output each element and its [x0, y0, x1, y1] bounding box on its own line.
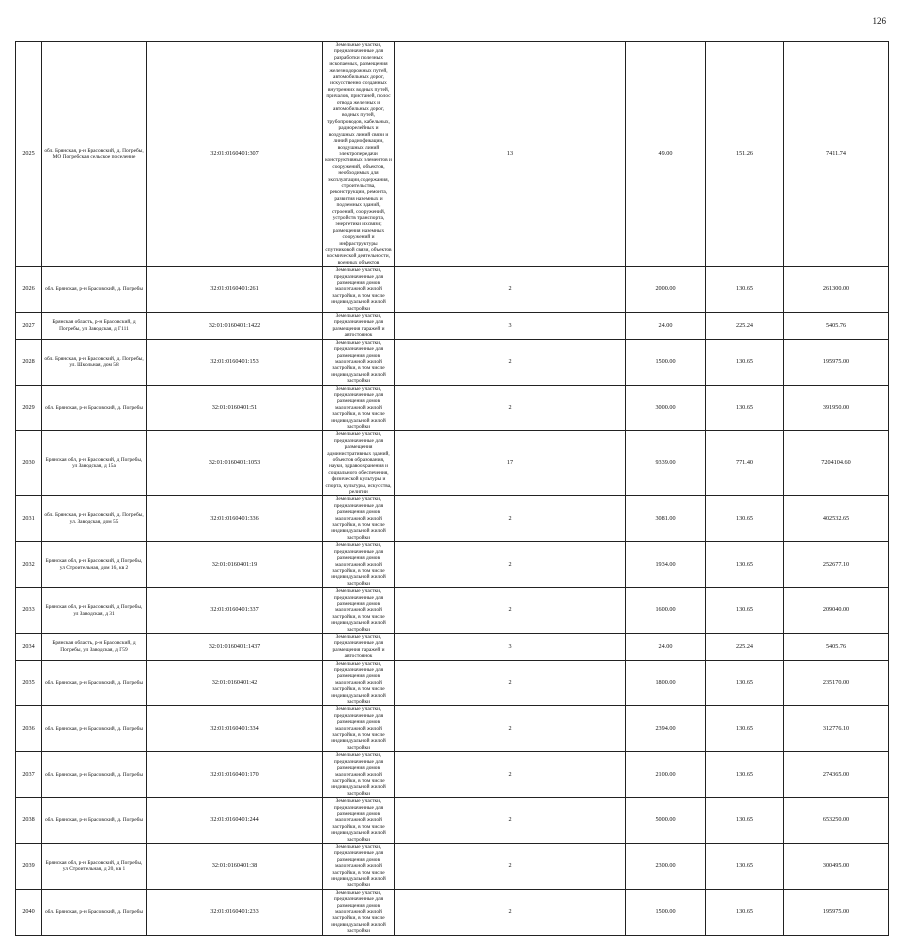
cell-area: 3000.00: [626, 385, 706, 431]
cell-rate: 130.65: [706, 843, 784, 889]
cell-cadastral-number: 32:01:0160401:19: [147, 542, 323, 588]
cell-rate: 130.65: [706, 339, 784, 385]
cell-rate: 771.40: [706, 431, 784, 496]
cell-cadastral-value: 7204104.60: [784, 431, 889, 496]
table-row: [16, 431, 889, 496]
cell-group: 2: [395, 660, 626, 706]
cell-address: обл. Брянская, р-н Брасовский, д. Погребы, МО Погребская сельское поселение: [42, 42, 147, 267]
cell-address: обл. Брянская, р-н Брасовский, д. Погребы: [42, 706, 147, 752]
cell-group: 13: [395, 42, 626, 267]
cell-cadastral-value: 195975.00: [784, 889, 889, 935]
table-row: [16, 588, 889, 634]
cell-cadastral-number: 32:01:0160401:1053: [147, 431, 323, 496]
table-row: [16, 496, 889, 542]
cell-rate: 130.65: [706, 706, 784, 752]
cell-rate: 225.24: [706, 313, 784, 340]
cell-address: обл. Брянская, р-н Брасовский, д. Погребы: [42, 752, 147, 798]
cell-address: Брянская область, р-н Брасовский, д Погребы, ул Заводская, д Г59: [42, 633, 147, 660]
cell-cadastral-number: 32:01:0160401:261: [147, 267, 323, 313]
cell-rate: 130.65: [706, 385, 784, 431]
cell-land-use: Земельные участки, предназначенные для размещения домов малоэтажной жилой застройки, в том числе индивидуальной жилой застройки: [323, 889, 395, 935]
cell-land-use: Земельные участки, предназначенные для размещения административных зданий, объектов образования, науки, здравоохранения и социального обеспечения, физической культуры и спорта, культуры, искусства, религии: [323, 431, 395, 496]
cell-rate: 130.65: [706, 267, 784, 313]
cell-group: 2: [395, 752, 626, 798]
cell-address: Брянская область, р-н Брасовский, д Погребы, ул Заводская, д Г111: [42, 313, 147, 340]
cell-cadastral-number: 32:01:0160401:244: [147, 798, 323, 844]
cell-rate: 130.65: [706, 588, 784, 634]
cell-row-number: 2029: [16, 385, 42, 431]
cell-cadastral-number: 32:01:0160401:170: [147, 752, 323, 798]
cell-cadastral-number: 32:01:0160401:42: [147, 660, 323, 706]
cell-area: 1600.00: [626, 588, 706, 634]
table-row: [16, 385, 889, 431]
cell-row-number: 2030: [16, 431, 42, 496]
cell-rate: 225.24: [706, 633, 784, 660]
cell-land-use: Земельные участки, предназначенные для размещения домов малоэтажной жилой застройки, в том числе индивидуальной жилой застройки: [323, 267, 395, 313]
cell-rate: 130.65: [706, 798, 784, 844]
cell-area: 1500.00: [626, 889, 706, 935]
cell-area: 49.00: [626, 42, 706, 267]
cell-address: обл. Брянская, р-н Брасовский, д. Погребы: [42, 267, 147, 313]
cell-address: обл. Брянская, р-н Брасовский, д. Погребы, ул. Школьная, дом 58: [42, 339, 147, 385]
table-row: [16, 889, 889, 935]
cell-cadastral-value: 300495.00: [784, 843, 889, 889]
cell-group: 2: [395, 496, 626, 542]
cell-land-use: Земельные участки, предназначенные для размещения домов малоэтажной жилой застройки, в том числе индивидуальной жилой застройки: [323, 542, 395, 588]
cell-cadastral-value: 274365.00: [784, 752, 889, 798]
cell-address: обл. Брянская, р-н Брасовский, д. Погребы: [42, 889, 147, 935]
cell-land-use: Земельные участки, предназначенные для размещения домов малоэтажной жилой застройки, в том числе индивидуальной жилой застройки: [323, 660, 395, 706]
cell-group: 2: [395, 542, 626, 588]
cell-row-number: 2028: [16, 339, 42, 385]
cell-row-number: 2031: [16, 496, 42, 542]
table-row: [16, 752, 889, 798]
cell-area: 2394.00: [626, 706, 706, 752]
cell-group: 2: [395, 706, 626, 752]
cell-group: 3: [395, 313, 626, 340]
cell-land-use: Земельные участки, предназначенные для размещения гаражей и автостоянок: [323, 633, 395, 660]
cell-address: Брянская обл, р-н Брасовский, д Погребы, ул Строительная, д 20, кв 1: [42, 843, 147, 889]
cell-row-number: 2037: [16, 752, 42, 798]
cell-group: 2: [395, 339, 626, 385]
cell-land-use: Земельные участки, предназначенные для размещения домов малоэтажной жилой застройки, в том числе индивидуальной жилой застройки: [323, 752, 395, 798]
cell-area: 2000.00: [626, 267, 706, 313]
table-row: [16, 633, 889, 660]
cell-group: 2: [395, 588, 626, 634]
cell-cadastral-number: 32:01:0160401:334: [147, 706, 323, 752]
cell-rate: 130.65: [706, 542, 784, 588]
cell-row-number: 2027: [16, 313, 42, 340]
cell-address: обл. Брянская, р-н Брасовский, д. Погребы: [42, 385, 147, 431]
cell-group: 2: [395, 889, 626, 935]
cell-land-use: Земельные участки, предназначенные для размещения домов малоэтажной жилой застройки, в том числе индивидуальной жилой застройки: [323, 798, 395, 844]
cell-group: 17: [395, 431, 626, 496]
cell-cadastral-number: 32:01:0160401:233: [147, 889, 323, 935]
cell-rate: 130.65: [706, 752, 784, 798]
cell-area: 5000.00: [626, 798, 706, 844]
cell-row-number: 2025: [16, 42, 42, 267]
cell-row-number: 2034: [16, 633, 42, 660]
cell-area: 3081.00: [626, 496, 706, 542]
cell-cadastral-number: 32:01:0160401:1437: [147, 633, 323, 660]
cell-address: Брянская обл, р-н Брасовский, д Погребы, ул Заводская, д 31: [42, 588, 147, 634]
table-row: [16, 542, 889, 588]
cell-land-use: Земельные участки, предназначенные для размещения домов малоэтажной жилой застройки, в том числе индивидуальной жилой застройки: [323, 706, 395, 752]
cell-address: обл. Брянская, р-н Брасовский, д. Погребы: [42, 798, 147, 844]
cell-rate: 130.65: [706, 660, 784, 706]
cell-group: 2: [395, 843, 626, 889]
cell-cadastral-value: 261300.00: [784, 267, 889, 313]
cell-row-number: 2038: [16, 798, 42, 844]
cell-group: 3: [395, 633, 626, 660]
cell-cadastral-number: 32:01:0160401:1422: [147, 313, 323, 340]
cell-group: 2: [395, 798, 626, 844]
cell-address: обл. Брянская, р-н Брасовский, д. Погребы: [42, 660, 147, 706]
table-row: [16, 339, 889, 385]
cell-group: 2: [395, 267, 626, 313]
cell-cadastral-value: 402532.65: [784, 496, 889, 542]
cell-area: 1934.00: [626, 542, 706, 588]
cell-row-number: 2036: [16, 706, 42, 752]
table-body: [16, 42, 889, 936]
cell-area: 24.00: [626, 313, 706, 340]
cell-row-number: 2032: [16, 542, 42, 588]
cell-row-number: 2039: [16, 843, 42, 889]
page-number: 126: [872, 16, 886, 26]
cell-group: 2: [395, 385, 626, 431]
cell-area: 1500.00: [626, 339, 706, 385]
cell-land-use: Земельные участки, предназначенные для размещения домов малоэтажной жилой застройки, в том числе индивидуальной жилой застройки: [323, 843, 395, 889]
cell-cadastral-value: 5405.76: [784, 313, 889, 340]
cell-cadastral-value: 209040.00: [784, 588, 889, 634]
table-row: [16, 267, 889, 313]
table-row: [16, 313, 889, 340]
table-row: [16, 798, 889, 844]
cell-cadastral-value: 195975.00: [784, 339, 889, 385]
cadastral-value-table: [15, 41, 889, 936]
cell-rate: 151.26: [706, 42, 784, 267]
cell-row-number: 2040: [16, 889, 42, 935]
cell-cadastral-number: 32:01:0160401:307: [147, 42, 323, 267]
table-row: [16, 660, 889, 706]
cell-rate: 130.65: [706, 496, 784, 542]
cell-cadastral-number: 32:01:0160401:51: [147, 385, 323, 431]
cell-area: 2100.00: [626, 752, 706, 798]
cell-cadastral-number: 32:01:0160401:337: [147, 588, 323, 634]
cell-cadastral-number: 32:01:0160401:153: [147, 339, 323, 385]
cell-land-use: Земельные участки, предназначенные для размещения домов малоэтажной жилой застройки, в том числе индивидуальной жилой застройки: [323, 588, 395, 634]
cell-cadastral-number: 32:01:0160401:38: [147, 843, 323, 889]
cell-cadastral-value: 312776.10: [784, 706, 889, 752]
cell-address: обл. Брянская, р-н Брасовский, д. Погребы, ул. Заводская, дом 55: [42, 496, 147, 542]
cell-cadastral-value: 653250.00: [784, 798, 889, 844]
cell-cadastral-number: 32:01:0160401:336: [147, 496, 323, 542]
cell-address: Брянская обл, р-н Брасовский, д Погребы, ул Строительная, дом 16, кв 2: [42, 542, 147, 588]
cell-cadastral-value: 252677.10: [784, 542, 889, 588]
cell-cadastral-value: 235170.00: [784, 660, 889, 706]
cell-area: 9339.00: [626, 431, 706, 496]
cell-area: 24.00: [626, 633, 706, 660]
cell-area: 1800.00: [626, 660, 706, 706]
cell-address: Брянская обл, р-н Брасовский, д Погребы, ул Заводская, д 15а: [42, 431, 147, 496]
cell-row-number: 2035: [16, 660, 42, 706]
cell-cadastral-value: 391950.00: [784, 385, 889, 431]
cell-land-use: Земельные участки, предназначенные для размещения домов малоэтажной жилой застройки, в том числе индивидуальной жилой застройки: [323, 496, 395, 542]
cell-row-number: 2033: [16, 588, 42, 634]
cell-rate: 130.65: [706, 889, 784, 935]
cell-cadastral-value: 5405.76: [784, 633, 889, 660]
table-row: [16, 706, 889, 752]
table-row: [16, 42, 889, 267]
cell-land-use: Земельные участки, предназначенные для размещения гаражей и автостоянок: [323, 313, 395, 340]
cell-row-number: 2026: [16, 267, 42, 313]
cell-land-use: Земельные участки, предназначенные для размещения домов малоэтажной жилой застройки, в том числе индивидуальной жилой застройки: [323, 385, 395, 431]
cell-area: 2300.00: [626, 843, 706, 889]
table-row: [16, 843, 889, 889]
cell-cadastral-value: 7411.74: [784, 42, 889, 267]
cell-land-use: Земельные участки, предназначенные для разработки полезных ископаемых, размещения железнодорожных путей, автомобильных дорог, искусственно созданных внутренних водных путей, причалов, пристаней, полос отвода железных и автомобильных дорог, водных путей, трубопроводов, кабельных, радиорелейных и воздушных линий связи и линий радиофикации, воздушных линий электропередачи конструктивных элементов и сооружений, объектов, необходимых для эксплуатации,содержания, строительства, реконструкции, ремонта, развития наземных и подземных зданий, строений, сооружений, устройств транспорта, энергетики ихсвязи; размещения наземных сооружений и инфраструктуры спутниковой связи, объектов космической деятельности, военных объектов: [323, 42, 395, 267]
cell-land-use: Земельные участки, предназначенные для размещения домов малоэтажной жилой застройки, в том числе индивидуальной жилой застройки: [323, 339, 395, 385]
